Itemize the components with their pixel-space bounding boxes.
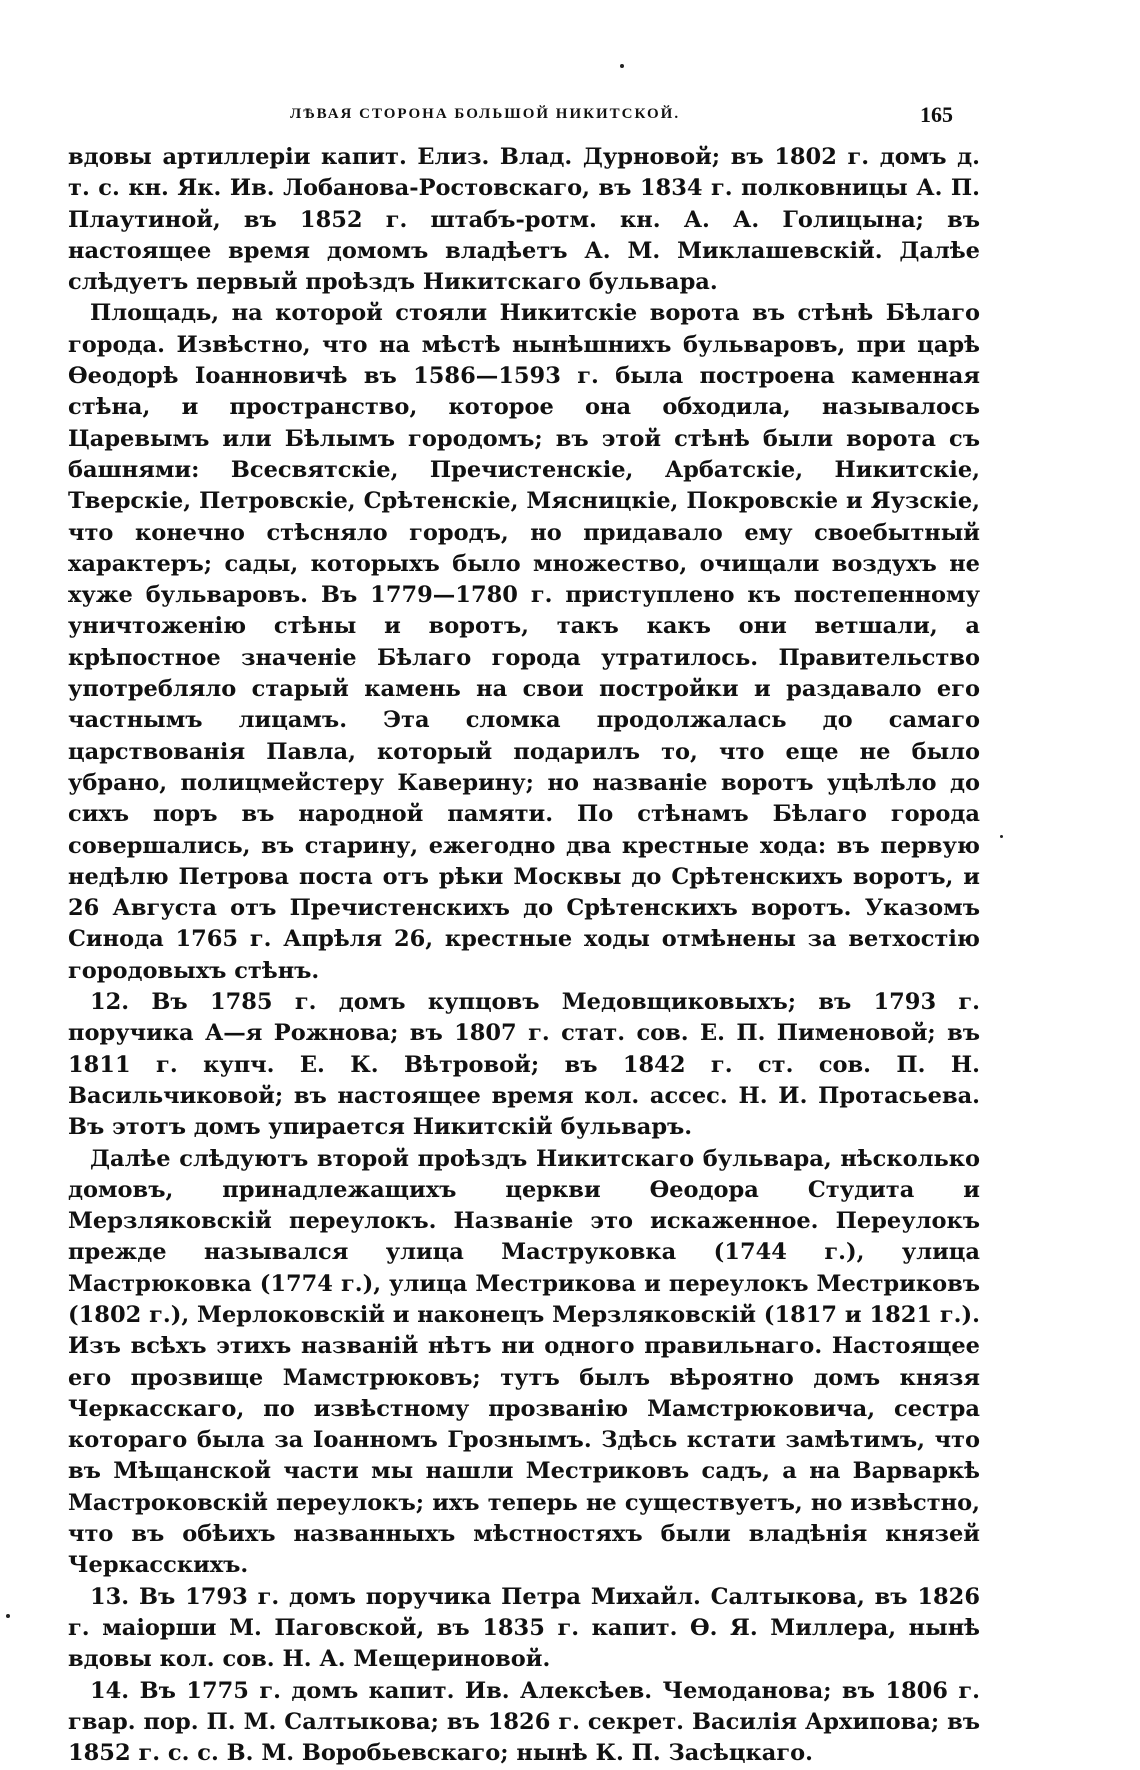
- paragraph-house-14: 14. Въ 1775 г. домъ капит. Ив. Алексѣев. Чемоданова; въ 1806 г. гвар. пор. П. М. Салтыкова; въ 1826 г. секрет. Василія Архипова; въ 1852 г. с. с. В. М. Воробьевскаго; нынѣ К. П. Засѣцкаго.: [68, 1677, 980, 1767]
- running-title: ЛѢВАЯ СТОРОНА БОЛЬШОЙ НИКИТСКОЙ.: [290, 106, 681, 122]
- paragraph-house-13: 13. Въ 1793 г. домъ поручика Петра Михайл. Салтыкова, въ 1826 г. маіорши М. Паговской, въ 1835 г. капит. Ѳ. Я. Миллера, нынѣ вдовы кол. сов. Н. А. Мещериновой.: [68, 1583, 980, 1673]
- scan-speck: [1000, 835, 1003, 838]
- scan-speck: [6, 1614, 10, 1618]
- scan-speck: [620, 64, 624, 68]
- body-text: [68, 142, 980, 1769]
- paragraph-merzlyakovsky-lane: Далѣе слѣдуютъ второй проѣздъ Никитскаго бульвара, нѣсколько домовъ, принадлежащихъ церкви Ѳеодора Студита и Мерзляковскій переулокъ. Названіе это искаженное. Переулокъ прежде назывался улица Маструковка (1744 г.), улица Мастрюковка (1774 г.), улица Местрикова и переулокъ Местриковъ (1802 г.), Мерлоковскій и наконецъ Мерзляковскій (1817 и 1821 г.). Изъ всѣхъ этихъ названій нѣтъ ни одного правильнаго. Настоящее его прозвище Мамстрюковъ; тутъ былъ вѣроятно домъ князя Черкасскаго, по извѣстному прозванію Мамстрюковича, сестра котораго была за Іоанномъ Грознымъ. Здѣсь кстати замѣтимъ, что въ Мѣщанской части мы нашли Местриковъ садъ, а на Варваркѣ Мастроковскій переулокъ; ихъ теперь не существуетъ, но извѣстно, что въ обѣихъ названныхъ мѣстностяхъ были владѣнія князей Черкасскихъ.: [68, 1145, 980, 1579]
- paragraph-nikitsky-gate: Площадь, на которой стояли Никитскіе ворота въ стѣнѣ Бѣлаго города. Извѣстно, что на мѣстѣ нынѣшнихъ бульваровъ, при царѣ Ѳеодорѣ Іоанновичѣ въ 1586—1593 г. была построена каменная стѣна, и пространство, которое она обходила, называлось Царевымъ или Бѣлымъ городомъ; въ этой стѣнѣ были ворота съ башнями: Всесвятскіе, Пречистенскіе, Арбатскіе, Никитскіе, Тверскіе, Петровскіе, Срѣтенскіе, Мясницкіе, Покровскіе и Яузскіе, что конечно стѣсняло городъ, но придавало ему своебытный характеръ; сады, которыхъ было множество, очищали воздухъ не хуже бульваровъ. Въ 1779—1780 г. приступлено къ постепенному уничтоженію стѣны и воротъ, такъ какъ они ветшали, а крѣпостное значеніе Бѣлаго города утратилось. Правительство употребляло старый камень на свои постройки и раздавало его частнымъ лицамъ. Эта сломка продолжалась до самаго царствованія Павла, который подарилъ то, что еще не было убрано, полицмейстеру Каверину; но названіе воротъ уцѣлѣло до сихъ поръ въ народной памяти. По стѣнамъ Бѣлаго города совершались, въ старину, ежегодно два крестные хода: въ первую недѣлю Петрова поста отъ рѣки Москвы до Срѣтенскихъ воротъ, и 26 Августа отъ Пречистенскихъ до Срѣтенскихъ воротъ. Указомъ Синода 1765 г. Апрѣля 26, крестные ходы отмѣнены за ветхостію городовыхъ стѣнъ.: [68, 300, 980, 984]
- paragraph-continuation: вдовы артиллеріи капит. Елиз. Влад. Дурновой; въ 1802 г. домъ д. т. с. кн. Як. Ив. Лобанова-Ростовскаго, въ 1834 г. полковницы А. П. Плаутиной, въ 1852 г. штабъ-ротм. кн. А. А. Голицына; въ настоящее время домомъ владѣетъ А. М. Миклашевскій. Далѣе слѣдуетъ первый проѣздъ Никитскаго бульвара.: [68, 144, 980, 296]
- page-number: 165: [920, 102, 953, 127]
- paragraph-house-12: 12. Въ 1785 г. домъ купцовъ Медовщиковыхъ; въ 1793 г. поручика А—я Рожнова; въ 1807 г. стат. сов. Е. П. Пименовой; въ 1811 г. купч. Е. К. Вѣтровой; въ 1842 г. ст. сов. П. Н. Васильчиковой; въ настоящее время кол. ассес. Н. И. Протасьева. Въ этотъ домъ упирается Никитскій бульваръ.: [68, 989, 980, 1141]
